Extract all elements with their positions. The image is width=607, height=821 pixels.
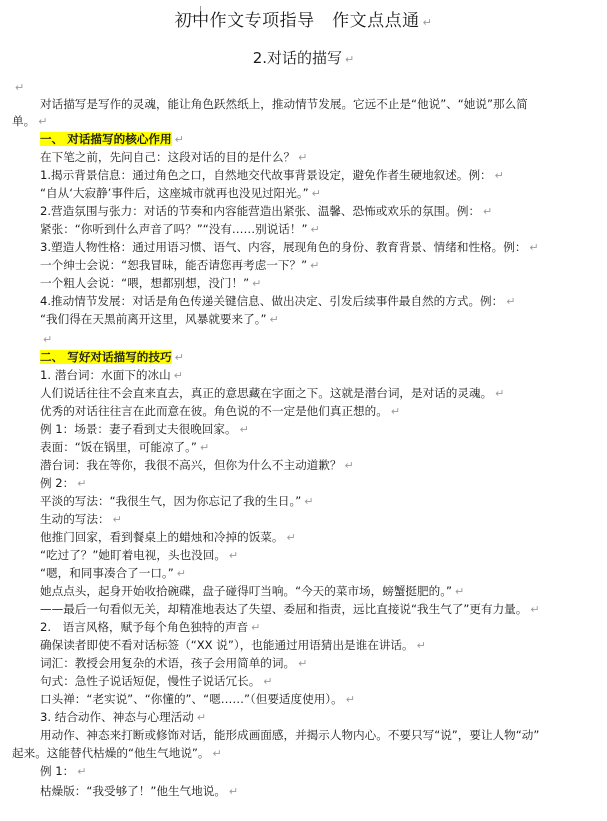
body-line: 起来。这能替代枯燥的“他生气地说”。 ↵ xyxy=(12,746,222,760)
body-line: 紧张：“你听到什么声音了吗？”“没有……别说话！” ↵ xyxy=(40,222,320,236)
body-line: 例 2： ↵ xyxy=(40,476,87,490)
body-line: 表面：“饭在锅里，可能凉了。” ↵ xyxy=(40,440,210,454)
body-line: 1. 潜台词：水面下的冰山 ↵ xyxy=(40,368,183,382)
section-heading: 一、 对话描写的核心作用 ↵ xyxy=(40,132,184,146)
body-line: 潜台词：我在等你，我很不高兴，但你为什么不主动道歉？ ↵ xyxy=(40,458,354,472)
body-line: 1.揭示背景信息：通过角色之口，自然地交代故事背景设定，避免作者生硬地叙述。例： ↵ xyxy=(40,168,504,182)
body-line: 4.推动情节发展：对话是角色传递关键信息、做出决定、引发后续事件最自然的方式。例： ↵ xyxy=(40,294,516,308)
body-line: 例 1： ↵ xyxy=(40,764,87,778)
body-line: 词汇：教授会用复杂的术语，孩子会用简单的词。 ↵ xyxy=(40,656,308,670)
body-line: 2.营造氛围与张力：对话的节奏和内容能营造出紧张、温馨、恐怖或欢乐的氛围。例： ↵ xyxy=(40,204,493,218)
body-line: 优秀的对话往往言在此而意在彼。角色说的不一定是他们真正想的。 ↵ xyxy=(40,404,401,418)
body-line: 一个绅士会说：“恕我冒昧，能否请您再考虑一下？” ↵ xyxy=(40,258,320,272)
empty-paragraph: ↵ xyxy=(15,81,25,94)
body-line: “嗯，和同事凑合了一口。” ↵ xyxy=(40,566,186,580)
body-line: 在下笔之前，先问自己：这段对话的目的是什么？ ↵ xyxy=(40,150,308,164)
body-line: 人们说话往往不会直来直去，真正的意思藏在字面之下。这就是潜台词，是对话的灵魂。 ↵ xyxy=(40,386,505,400)
body-line: 她点点头，起身开始收拾碗碟，盘子碰得叮当响。“今天的菜市场，螃蟹挺肥的。” ↵ xyxy=(40,584,465,598)
body-line: 2. 语言风格，赋予每个角色独特的声音 ↵ xyxy=(40,620,261,634)
body-line: 他推门回家，看到餐桌上的蜡烛和冷掉的饭菜。 ↵ xyxy=(40,530,296,544)
body-line: 枯燥版：“我受够了！”他生气地说。 ↵ xyxy=(40,784,239,798)
document-title: 初中作文专项指导 作文点点通 ↵ xyxy=(174,11,433,31)
body-line: 3.塑造人物性格：通过用语习惯、语气、内容，展现角色的身份、教育背景、情绪和性格。例： ↵ xyxy=(40,240,539,254)
body-line: ——最后一句看似无关，却精准地表达了失望、委屈和指责，远比直接说“我生气了”更有力量。 ↵ xyxy=(40,602,540,616)
body-line: 用动作、神态来打断或修饰对话，能形成画面感，并揭示人物内心。不要只写“说”，要让人物“动” xyxy=(40,728,540,742)
body-line: 确保读者即使不看对话标签（“XX 说”），也能通过用语猜出是谁在讲话。 ↵ xyxy=(40,638,426,652)
body-line: 口头禅：“老实说”、“你懂的”、“嗯……”（但要适度使用）。 ↵ xyxy=(40,692,355,706)
body-line: “吃过了？”她盯着电视，头也没回。 ↵ xyxy=(40,548,239,562)
body-line: 平淡的写法：“我很生气，因为你忘记了我的生日。” ↵ xyxy=(40,494,314,508)
body-line: 例 1：场景：妻子看到丈夫很晚回家。 ↵ xyxy=(40,422,249,436)
body-line: 一个粗人会说：“喂，想都别想，没门！” ↵ xyxy=(40,276,262,290)
body-line: 3. 结合动作、神态与心理活动 ↵ xyxy=(40,710,207,724)
body-line: 生动的写法： ↵ xyxy=(40,512,122,526)
section-heading: 二、 写好对话描写的技巧 ↵ xyxy=(40,350,184,364)
empty-paragraph: ↵ xyxy=(43,333,53,346)
intro-line: 单。 ↵ xyxy=(12,114,48,128)
intro-line: 对话描写是写作的灵魂，能让角色跃然纸上，推动情节发展。它远不止是“他说”、“她说”那么简 xyxy=(40,97,528,111)
body-line: 句式：急性子说话短促，慢性子说话冗长。 ↵ xyxy=(40,674,273,688)
document-subtitle: 2.对话的描写 ↵ xyxy=(252,49,355,67)
body-line: “我们得在天黑前离开这里，风暴就要来了。” ↵ xyxy=(40,312,279,326)
body-line: “自从‘大寂静’事件后，这座城市就再也没见过阳光。” ↵ xyxy=(40,186,321,200)
